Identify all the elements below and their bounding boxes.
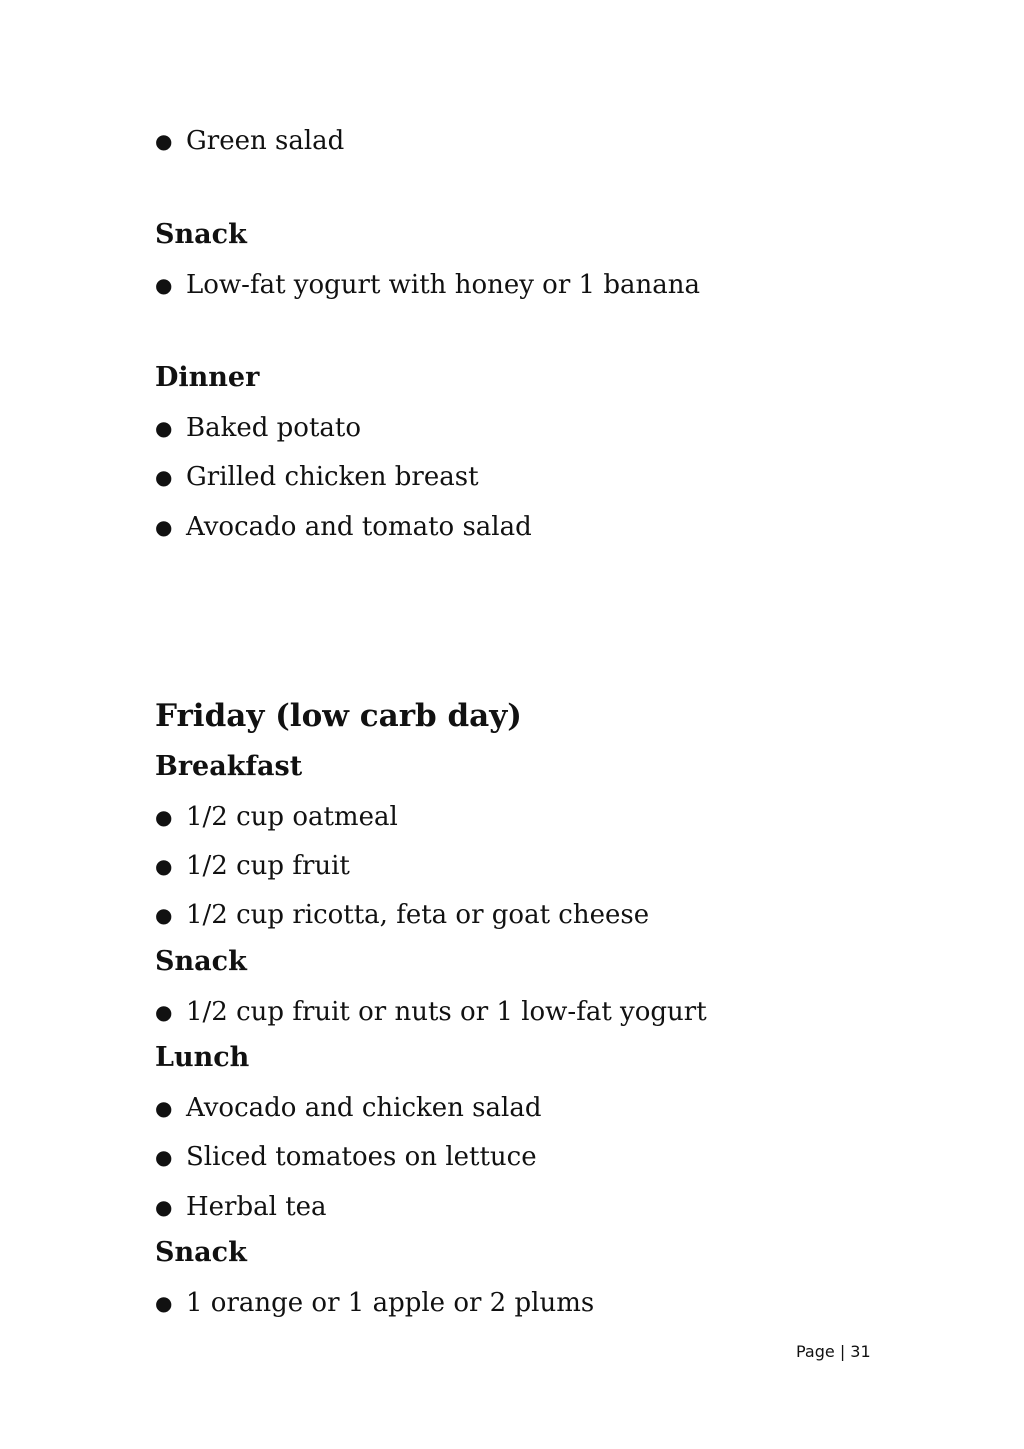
bullet-icon: ● (155, 416, 173, 440)
list-item: ● Green salad (155, 126, 345, 156)
bullet-icon: ● (155, 1195, 173, 1219)
bullet-icon: ● (155, 1000, 173, 1024)
list-item: ● 1/2 cup ricotta, feta or goat cheese (155, 900, 650, 930)
day-heading-friday: Friday (low carb day) (155, 698, 522, 734)
list-item: ● Avocado and chicken salad (155, 1093, 542, 1123)
bullet-icon: ● (155, 273, 173, 297)
page-number: Page | 31 (796, 1342, 871, 1361)
bullet-icon: ● (155, 1096, 173, 1120)
section-heading-snack: Snack (155, 1237, 247, 1268)
section-heading-lunch: Lunch (155, 1042, 250, 1073)
list-item: ● Low-fat yogurt with honey or 1 banana (155, 270, 700, 300)
section-heading-breakfast: Breakfast (155, 751, 303, 782)
section-heading-snack: Snack (155, 219, 247, 250)
list-item: ● 1/2 cup fruit or nuts or 1 low-fat yogurt (155, 997, 707, 1027)
bullet-icon: ● (155, 805, 173, 829)
bullet-icon: ● (155, 129, 173, 153)
list-item: ● Sliced tomatoes on lettuce (155, 1142, 537, 1172)
list-item: ● Herbal tea (155, 1192, 327, 1222)
bullet-icon: ● (155, 854, 173, 878)
list-item: ● 1/2 cup oatmeal (155, 802, 398, 832)
bullet-icon: ● (155, 1291, 173, 1315)
bullet-icon: ● (155, 903, 173, 927)
bullet-icon: ● (155, 1145, 173, 1169)
section-heading-dinner: Dinner (155, 362, 260, 393)
list-item: ● 1 orange or 1 apple or 2 plums (155, 1288, 595, 1318)
list-item: ● Baked potato (155, 413, 362, 443)
bullet-icon: ● (155, 515, 173, 539)
bullet-icon: ● (155, 465, 173, 489)
list-item: ● Grilled chicken breast (155, 462, 479, 492)
section-heading-snack: Snack (155, 946, 247, 977)
list-item: ● 1/2 cup fruit (155, 851, 350, 881)
list-item: ● Avocado and tomato salad (155, 512, 532, 542)
